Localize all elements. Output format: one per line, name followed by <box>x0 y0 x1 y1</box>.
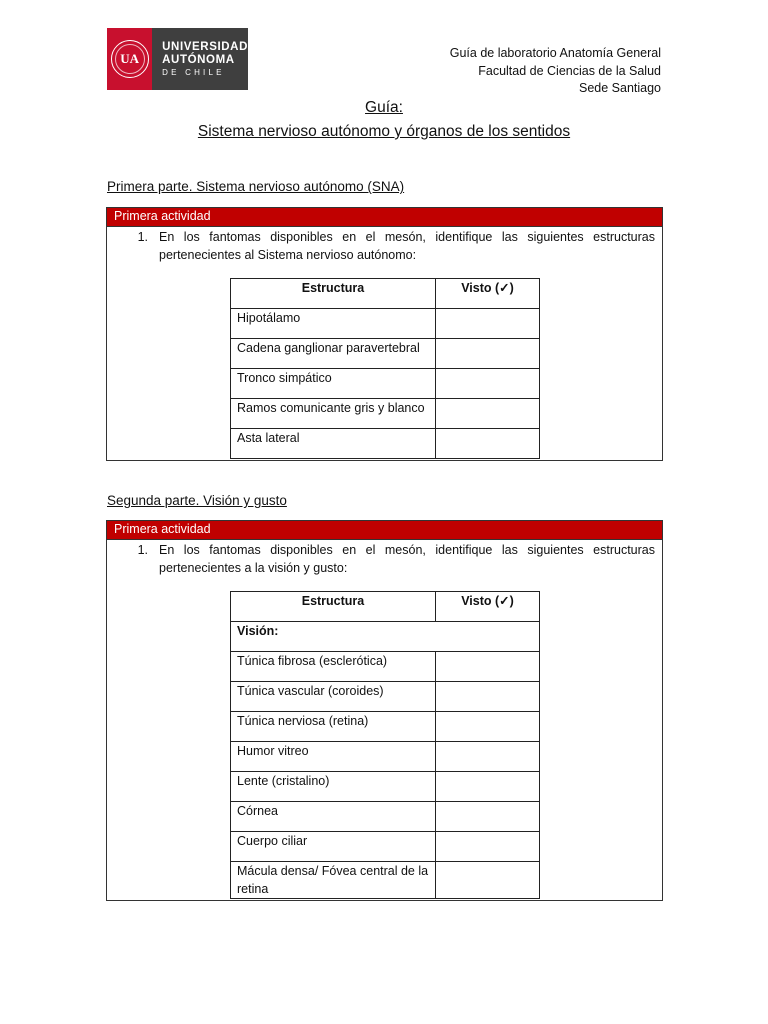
structure-cell: Hipotálamo <box>231 309 436 339</box>
structure-cell: Túnica nerviosa (retina) <box>231 712 436 742</box>
logo-line-3: DE CHILE <box>162 67 225 77</box>
page-title: Guía: <box>365 99 403 116</box>
logo-wordmark <box>152 28 248 90</box>
col-structure-header: Estructura <box>231 592 436 622</box>
part1-activity-header: Primera actividad <box>107 208 662 227</box>
structure-cell: Cadena ganglionar paravertebral <box>231 339 436 369</box>
col-seen-header: Visto (✓) <box>436 592 540 622</box>
logo-seal-icon <box>111 40 149 78</box>
table-row <box>231 802 540 832</box>
table-group-row <box>231 622 540 652</box>
part2-activity-header: Primera actividad <box>107 521 662 540</box>
seen-checkbox-cell[interactable] <box>436 712 540 742</box>
seen-checkbox-cell[interactable] <box>436 309 540 339</box>
table-row <box>231 309 540 339</box>
page-subtitle: Sistema nervioso autónomo y órganos de los sentidos <box>197 123 571 140</box>
table-row <box>231 682 540 712</box>
header-course: Guía de laboratorio Anatomía General <box>449 46 661 60</box>
col-seen-header: Visto (✓) <box>436 279 540 309</box>
structure-cell: Túnica fibrosa (esclerótica) <box>231 652 436 682</box>
seen-checkbox-cell[interactable] <box>436 802 540 832</box>
table-row <box>231 712 540 742</box>
table-row <box>231 339 540 369</box>
part1-heading: Primera parte. Sistema nervioso autónomo (SNA) <box>107 179 405 194</box>
seen-checkbox-cell[interactable] <box>436 742 540 772</box>
group-label-vision: Visión: <box>231 622 540 652</box>
seen-checkbox-cell[interactable] <box>436 682 540 712</box>
part2-structure-table <box>230 591 540 899</box>
structure-cell: Tronco simpático <box>231 369 436 399</box>
part2-instruction <box>107 541 662 577</box>
table-header-row <box>231 592 540 622</box>
structure-cell: Asta lateral <box>231 429 436 459</box>
instruction-text: En los fantomas disponibles en el mesón, identifique las siguientes estructuras pertenecientes al Sistema nervioso autónomo: <box>159 230 655 262</box>
structure-cell: Lente (cristalino) <box>231 772 436 802</box>
document-header <box>450 45 661 98</box>
header-faculty: Facultad de Ciencias de la Salud <box>478 63 661 78</box>
header-campus: Sede Santiago <box>578 81 661 95</box>
seen-checkbox-cell[interactable] <box>436 772 540 802</box>
col-structure-header: Estructura <box>231 279 436 309</box>
logo-initials: UA <box>120 51 139 66</box>
table-row <box>231 862 540 899</box>
logo-line-2: AUTÓNOMA <box>162 53 235 66</box>
logo-line-1: UNIVERSIDAD <box>162 40 248 53</box>
instruction-text: En los fantomas disponibles en el mesón, identifique las siguientes estructuras pertenecientes a la visión y gusto: <box>159 543 655 575</box>
instruction-number: 1. <box>137 543 148 557</box>
structure-cell: Cuerpo ciliar <box>231 832 436 862</box>
table-row <box>231 832 540 862</box>
seen-checkbox-cell[interactable] <box>436 832 540 862</box>
instruction-number: 1. <box>137 230 148 244</box>
seen-checkbox-cell[interactable] <box>436 339 540 369</box>
table-row <box>231 742 540 772</box>
logo-red-block <box>107 28 152 90</box>
seen-checkbox-cell[interactable] <box>436 399 540 429</box>
table-header-row <box>231 279 540 309</box>
structure-cell: Córnea <box>231 802 436 832</box>
table-row <box>231 399 540 429</box>
table-row <box>231 369 540 399</box>
part1-structure-table <box>230 278 540 459</box>
structure-cell: Ramos comunicante gris y blanco <box>231 399 436 429</box>
part2-activity-box <box>106 520 663 901</box>
table-row <box>231 429 540 459</box>
university-logo <box>107 28 248 90</box>
seen-checkbox-cell[interactable] <box>436 652 540 682</box>
part1-activity-box <box>106 207 663 461</box>
seen-checkbox-cell[interactable] <box>436 862 540 899</box>
structure-cell: Humor vitreo <box>231 742 436 772</box>
structure-cell: Túnica vascular (coroides) <box>231 682 436 712</box>
part1-instruction <box>107 228 662 264</box>
seen-checkbox-cell[interactable] <box>436 369 540 399</box>
part2-heading: Segunda parte. Visión y gusto <box>107 493 287 508</box>
seen-checkbox-cell[interactable] <box>436 429 540 459</box>
structure-cell: Mácula densa/ Fóvea central de la retina <box>231 862 436 899</box>
table-row <box>231 772 540 802</box>
table-row <box>231 652 540 682</box>
